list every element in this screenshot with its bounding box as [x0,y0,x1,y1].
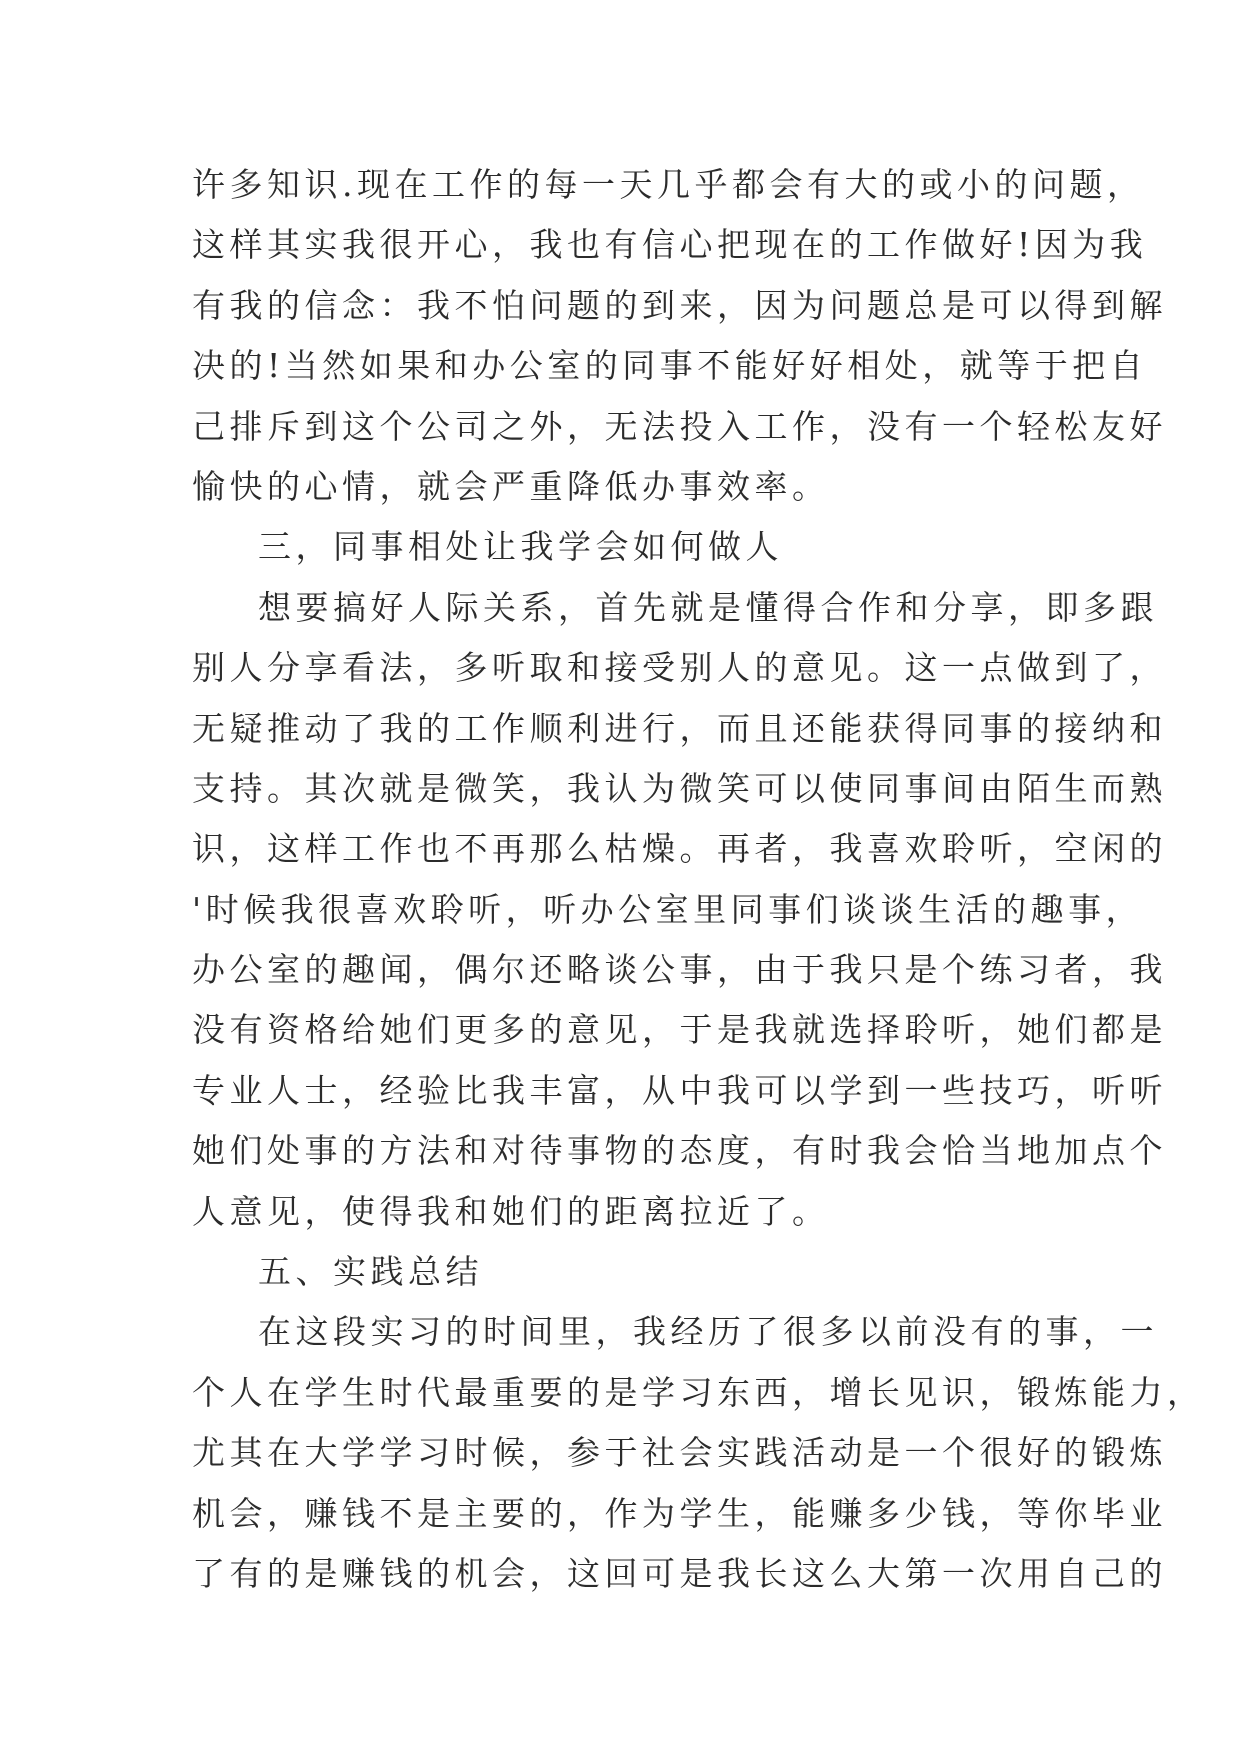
text-line: 办公室的趣闻，偶尔还略谈公事，由于我只是个练习者，我 [192,950,1167,990]
text-line: 有我的信念：我不怕问题的到来，因为问题总是可以得到解 [192,285,1167,325]
text-line: 机会，赚钱不是主要的，作为学生，能赚多少钱，等你毕业 [192,1493,1167,1533]
text-line: 她们处事的方法和对待事物的态度，有时我会恰当地加点个 [192,1131,1167,1171]
text-line: 人意见，使得我和她们的距离拉近了。 [192,1191,830,1231]
text-line: 没有资格给她们更多的意见，于是我就选择聆听，她们都是 [192,1010,1167,1050]
text-line: 想要搞好人际关系，首先就是懂得合作和分享，即多跟 [258,587,1158,627]
text-line: 愉快的心情，就会严重降低办事效率。 [192,466,830,506]
text-line: 五、实践总结 [258,1252,483,1292]
text-line: 许多知识.现在工作的每一天几乎都会有大的或小的问题， [192,165,1145,204]
text-line: 识，这样工作也不再那么枯燥。再者，我喜欢聆听，空闲的 [192,829,1167,869]
body-text [192,155,1205,1604]
text-line: 个人在学生时代最重要的是学习东西，增长见识，锻炼能力， [192,1372,1205,1412]
text-line: 这样其实我很开心，我也有信心把现在的工作做好!因为我 [192,225,1148,265]
text-line: 别人分享看法，多听取和接受别人的意见。这一点做到了， [192,648,1167,688]
text-line: 无疑推动了我的工作顺利进行，而且还能获得同事的接纳和 [192,708,1167,748]
text-line: 专业人士，经验比我丰富，从中我可以学到一些技巧，听听 [192,1070,1167,1110]
text-line: 尤其在大学学习时候，参于社会实践活动是一个很好的锻炼 [192,1433,1167,1473]
text-line: 了有的是赚钱的机会，这回可是我长这么大第一次用自己的 [192,1553,1167,1593]
text-line: 己排斥到这个公司之外，无法投入工作，没有一个轻松友好 [192,406,1167,446]
text-line: 三，同事相处让我学会如何做人 [258,527,783,567]
text-line: 支持。其次就是微笑，我认为微笑可以使同事间由陌生而熟 [192,768,1167,808]
text-line: '时候我很喜欢聆听，听办公室里同事们谈谈生活的趣事， [192,889,1144,929]
text-line: 在这段实习的时间里，我经历了很多以前没有的事，一 [258,1312,1158,1352]
text-line: 决的!当然如果和办公室的同事不能好好相处，就等于把自 [192,346,1148,386]
